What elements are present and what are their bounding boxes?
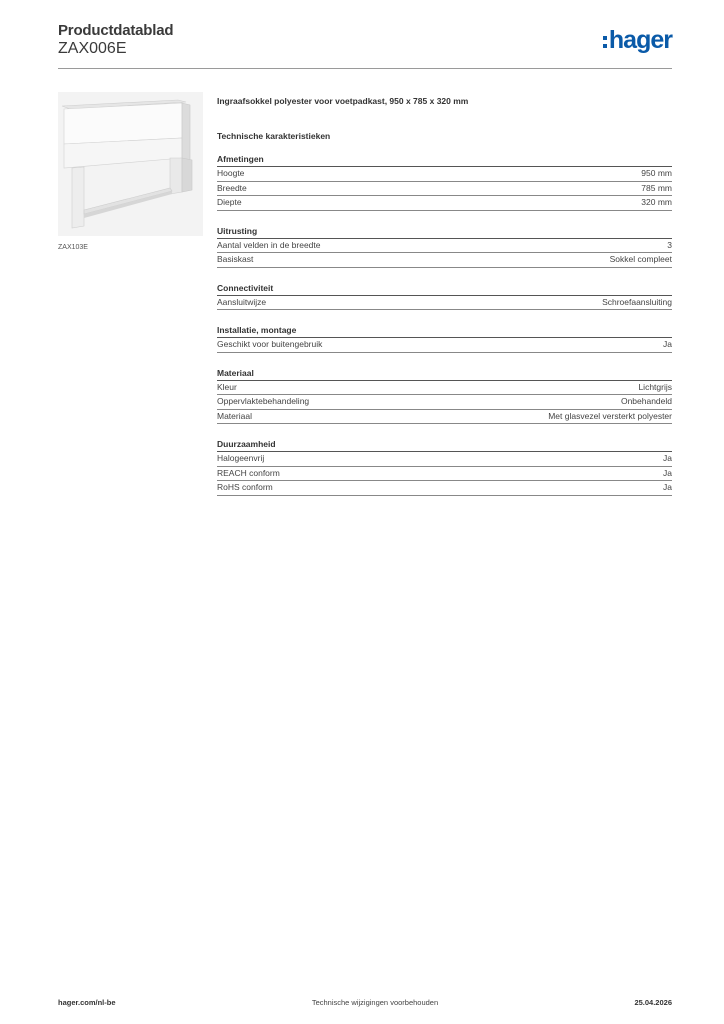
spec-row <box>217 167 672 182</box>
spec-label: REACH conform <box>217 467 280 478</box>
spec-label: Halogeenvrij <box>217 453 265 463</box>
spec-label: Geschikt voor buitengebruik <box>217 339 323 349</box>
spec-section-title: Afmetingen <box>217 153 672 167</box>
spec-section <box>217 367 672 425</box>
footer-website: hager.com/nl-be <box>58 998 116 1007</box>
spec-row <box>217 381 672 396</box>
spec-row <box>217 481 672 496</box>
spec-section <box>217 225 672 268</box>
spec-label: RoHS conform <box>217 482 273 492</box>
spec-sections <box>217 153 672 496</box>
spec-value: Lichtgrijs <box>638 381 672 392</box>
product-details <box>217 96 672 496</box>
spec-section-title: Connectiviteit <box>217 282 672 296</box>
document-header <box>58 22 173 58</box>
spec-row <box>217 253 672 268</box>
spec-label: Aantal velden in de breedte <box>217 239 321 250</box>
product-code: ZAX006E <box>58 40 127 57</box>
spec-label: Kleur <box>217 381 237 392</box>
spec-row <box>217 239 672 254</box>
spec-section-title: Duurzaamheid <box>217 438 672 452</box>
spec-value: Ja <box>663 482 672 492</box>
spec-value: Ja <box>663 453 672 463</box>
spec-row <box>217 410 672 425</box>
hager-logo <box>603 26 672 54</box>
spec-value: Ja <box>663 339 672 349</box>
page-footer <box>58 998 672 1007</box>
spec-value: 785 mm <box>641 182 672 193</box>
spec-value: 3 <box>667 239 672 250</box>
footer-note: Technische wijzigingen voorbehouden <box>311 998 439 1007</box>
document-title: Productdatablad <box>58 22 174 39</box>
spec-label: Basiskast <box>217 254 254 264</box>
spec-value: Onbehandeld <box>620 396 672 406</box>
spec-label: Aansluitwijze <box>217 296 267 307</box>
spec-row <box>217 338 672 353</box>
logo-text: hager <box>608 26 672 54</box>
spec-value: Met glasvezel versterkt polyester <box>548 410 672 421</box>
spec-row <box>217 196 672 211</box>
footer-date: 25.04.2026 <box>634 998 672 1007</box>
spec-value: Schroefaansluiting <box>602 296 672 307</box>
image-caption: ZAX103E <box>58 244 88 251</box>
spec-section-title: Materiaal <box>217 367 672 381</box>
spec-section-title: Installatie, montage <box>217 324 672 338</box>
spec-section <box>217 438 672 496</box>
tech-characteristics-heading: Technische karakteristieken <box>217 131 331 141</box>
spec-label: Breedte <box>217 182 247 193</box>
spec-label: Diepte <box>217 197 242 207</box>
spec-row <box>217 395 672 410</box>
spec-row <box>217 296 672 311</box>
spec-value: Ja <box>663 467 672 478</box>
spec-section <box>217 324 672 353</box>
spec-section-title: Uitrusting <box>217 225 672 239</box>
spec-row <box>217 452 672 467</box>
spec-row <box>217 467 672 482</box>
plinth-illustration-icon <box>58 92 203 236</box>
spec-value: 950 mm <box>641 168 672 178</box>
spec-label: Oppervlaktebehandeling <box>217 396 310 406</box>
spec-label: Hoogte <box>217 168 245 178</box>
spec-section <box>217 153 672 211</box>
spec-value: 320 mm <box>641 197 672 207</box>
spec-value: Sokkel compleet <box>609 254 672 264</box>
product-description: Ingraafsokkel polyester voor voetpadkast, 950 x 785 x 320 mm <box>217 96 469 106</box>
spec-label: Materiaal <box>217 410 252 421</box>
product-image <box>58 92 203 236</box>
header-divider <box>58 68 672 69</box>
spec-section <box>217 282 672 311</box>
logo-dots-icon <box>603 36 607 48</box>
spec-row <box>217 182 672 197</box>
